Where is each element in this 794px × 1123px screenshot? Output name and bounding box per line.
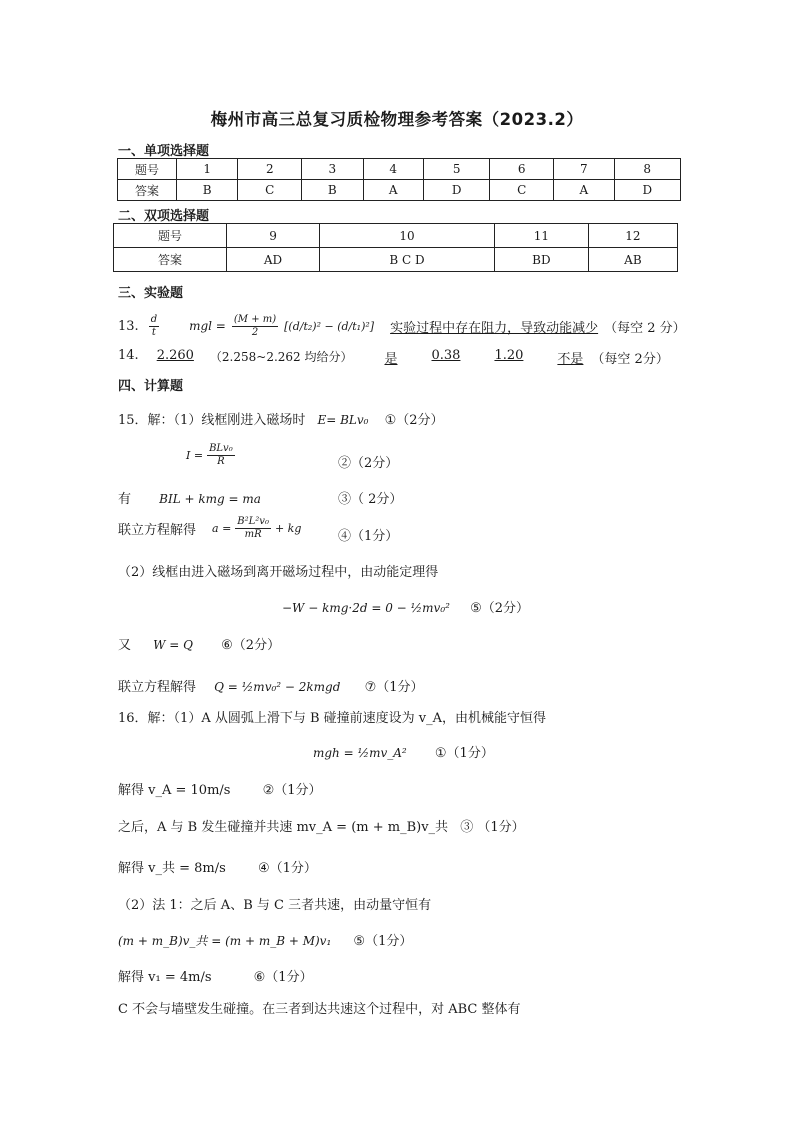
q16-line-7 [118, 930, 412, 949]
fraction-numerator: d [150, 313, 158, 325]
table-cell: B C D [320, 248, 495, 272]
table-cell: 4 [363, 159, 423, 180]
fraction-denominator: t [151, 326, 156, 338]
q15-equation-6: −W − kmg·2d = 0 − ½mv₀² [282, 601, 450, 615]
single-choice-table [117, 158, 681, 201]
table-cell: 11 [494, 224, 588, 248]
q16-line-4 [118, 816, 525, 835]
score-mark: ④（1分） [338, 529, 399, 544]
q14-score: （每空 2分） [591, 352, 669, 367]
q15-equation-2-lhs: I = [186, 449, 204, 462]
q16-equation-2: mgh = ½mv_A² [313, 746, 407, 760]
fraction-denominator: mR [244, 529, 262, 540]
fraction-denominator: 2 [251, 326, 259, 338]
table-cell: A [554, 180, 614, 201]
q16-text: 之后，A 与 B 发生碰撞并共速 mv_A = (m + m_B)v_共 [118, 820, 449, 835]
q15-text: 联立方程解得 [118, 680, 197, 695]
q15-equation-4-lhs: a = [212, 522, 232, 535]
table-cell: AB [588, 248, 677, 272]
q13-bracket-expression: [(d/t₂)² − (d/t₁)²] [284, 319, 375, 333]
score-mark: ③ （1分） [460, 820, 525, 835]
q15-equation-7: W = Q [153, 638, 194, 652]
section-heading-experiment: 三、实验题 [118, 286, 184, 301]
q14-answer-4: 1.20 [494, 348, 524, 363]
table-cell: 6 [490, 159, 554, 180]
q16-line-1: 16．解：（1）A 从圆弧上滑下与 B 碰撞前速度设为 v_A，由机械能守恒得 [118, 711, 547, 726]
q14-answer-2: 是 [384, 352, 398, 367]
table-cell: D [423, 180, 489, 201]
section-heading-double-choice: 二、双项选择题 [118, 209, 210, 224]
table-cell: 10 [320, 224, 495, 248]
section-heading-calculation: 四、计算题 [118, 379, 184, 394]
q14-number: 14. [118, 348, 139, 363]
score-mark: ②（2分） [338, 456, 399, 471]
q15-line-8 [118, 676, 424, 695]
q13-lhs: mgl = [189, 319, 226, 333]
q14-answer-3: 0.38 [431, 348, 461, 363]
q15-equation-8: Q = ½mv₀² − 2kmgd [214, 680, 341, 694]
page-title: 梅州市高三总复习质检物理参考答案（2023.2） [210, 110, 584, 129]
q13-reason: 实验过程中存在阻力，导致动能减少 [390, 320, 599, 336]
q15-line-1 [118, 409, 444, 428]
table-cell: 题号 [114, 224, 227, 248]
q14-answer-5: 不是 [557, 352, 584, 367]
table-cell: 8 [614, 159, 681, 180]
score-mark: ①（1分） [434, 746, 494, 761]
fraction-numerator: B²L²v₀ [237, 516, 269, 527]
score-mark: ⑤（1分） [353, 934, 413, 949]
q15-equation-1: E= BLv₀ [317, 413, 369, 427]
table-cell: 答案 [114, 248, 227, 272]
q16-text: 解得 v_A = 10m/s [118, 783, 231, 798]
q15-equation-4-tail: + kg [274, 522, 302, 535]
table-cell: C [490, 180, 554, 201]
table-cell: 3 [302, 159, 363, 180]
q15-acceleration-fraction [235, 516, 271, 541]
table-cell: 7 [554, 159, 614, 180]
score-mark: ⑥（1分） [253, 970, 313, 985]
fraction-denominator: R [217, 456, 225, 467]
table-cell: 2 [238, 159, 302, 180]
q16-text: 解得 v₁ = 4m/s [118, 970, 212, 985]
table-cell: AD [227, 248, 320, 272]
table-cell: C [238, 180, 302, 201]
q13-number: 13. [118, 318, 139, 334]
table-row [118, 159, 681, 180]
q13-mass-fraction [232, 314, 278, 339]
q16-equation-7: (m + m_B)v_共 = (m + m_B + M)v₁ [118, 934, 332, 948]
score-mark: ②（1分） [262, 783, 322, 798]
table-cell: 5 [423, 159, 489, 180]
q15-line-7 [118, 634, 280, 653]
q16-line-2 [313, 742, 494, 761]
q15-text: 联立方程解得 [118, 523, 197, 538]
q15-equation-3: BIL + kmg = ma [159, 492, 261, 506]
table-cell: B [177, 180, 238, 201]
double-choice-table [113, 223, 678, 272]
table-cell: 答案 [118, 180, 177, 201]
q15-line-2 [186, 443, 235, 468]
score-mark: ③（ 2分） [338, 492, 403, 507]
table-cell: B [302, 180, 363, 201]
table-row [114, 248, 678, 272]
table-cell: BD [494, 248, 588, 272]
fraction-numerator: BLv₀ [209, 443, 233, 454]
q16-line-9: C 不会与墙壁发生碰撞。在三者到达共速这个过程中，对 ABC 整体有 [118, 1002, 521, 1017]
section-heading-single-choice: 一、单项选择题 [118, 144, 210, 159]
q16-line-3 [118, 779, 322, 798]
score-mark: ⑦（1分） [364, 680, 424, 695]
q15-text: 15．解：（1）线框刚进入磁场时 [118, 413, 306, 428]
q13-line [118, 308, 686, 344]
q15-line-6 [282, 597, 529, 616]
q14-answer-1: 2.260 [156, 348, 194, 363]
q15-line-3 [118, 488, 261, 507]
q14-line [118, 348, 669, 367]
q15-text: 又 [118, 638, 132, 653]
table-cell: D [614, 180, 681, 201]
q13-score: （每空 2 分） [604, 320, 686, 336]
table-cell: A [363, 180, 423, 201]
score-mark: ④（1分） [257, 861, 317, 876]
q15-line-4 [118, 516, 301, 541]
table-row [118, 180, 681, 201]
table-cell: 12 [588, 224, 677, 248]
table-cell: 1 [177, 159, 238, 180]
score-mark: ⑤（2分） [470, 601, 530, 616]
q15-line-5: （2）线框由进入磁场到离开磁场过程中，由动能定理得 [118, 565, 439, 580]
score-mark: ①（2分） [384, 413, 444, 428]
q16-line-5 [118, 857, 317, 876]
fraction-numerator: (M + m) [233, 313, 277, 325]
q13-d-over-t1 [149, 314, 159, 339]
q16-line-8 [118, 966, 313, 985]
table-cell: 题号 [118, 159, 177, 180]
q16-line-6: （2）法 1：之后 A、B 与 C 三者共速，由动量守恒有 [118, 898, 432, 913]
table-cell: 9 [227, 224, 320, 248]
score-mark: ⑥（2分） [221, 638, 281, 653]
q15-current-fraction [207, 443, 235, 468]
q14-range: （2.258~2.262 均给分） [209, 350, 353, 364]
q16-text: 解得 v_共 = 8m/s [118, 861, 226, 876]
q15-text: 有 [118, 492, 132, 507]
table-row [114, 224, 678, 248]
